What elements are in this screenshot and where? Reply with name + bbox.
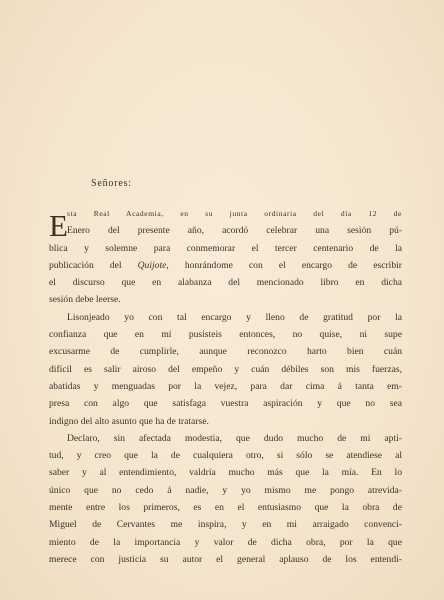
- text-line: indigno del alto asunto que ha de tratarse.: [49, 415, 209, 427]
- text-line: el discurso que en alabanza del mencionado libro en dicha: [49, 277, 402, 289]
- text-line: miento de la importancia y valor de dicha obra, por la que: [49, 536, 402, 548]
- text-line: saber y al entendimiento, valdría mucho más que la mía. En lo: [49, 467, 402, 479]
- text-line-suffix: , honrándome con el encargo de escribir: [166, 259, 402, 271]
- salutation: Señores:: [91, 178, 132, 189]
- text-line: confianza que en mí pusisteis entonces, no quise, ni supe: [49, 329, 402, 341]
- text-line: Declaro, sin afectada modestia, que dudo mucho de mi apti-: [67, 432, 402, 444]
- drop-cap: E: [49, 208, 68, 243]
- text-line-content: sta Real Academia, en su junta ordinaria del día 12 de: [67, 209, 402, 218]
- text-line: difícil es salir airoso del empeño y cuán débiles son mis fuerzas,: [49, 363, 402, 375]
- text-line: presa con algo que satisfaga vuestra aspiración y que no sea: [49, 398, 402, 410]
- text-line-prefix: publicación del: [49, 259, 138, 271]
- text-line: blica y solemne para conmemorar el tercer centenario de la: [49, 242, 402, 254]
- paragraph-2: [49, 309, 402, 430]
- text-line: excusarme de cumplirle, aunque reconozco harto bien cuán: [49, 346, 402, 358]
- text-line: Miguel de Cervantes me inspira, y en mi arraigado convenci-: [49, 519, 402, 531]
- text-line: merece con justicia su autor el general aplauso de los entendi-: [49, 553, 402, 565]
- text-line: [49, 205, 402, 222]
- text-line: mente entre los primeros, es en el entusiasmo que la obra de: [49, 502, 402, 514]
- book-title: Quijote: [137, 259, 167, 271]
- text-line: [49, 257, 402, 274]
- paragraph-3: [49, 430, 402, 568]
- text-line: único que no cedo á nadie, y yo mismo me pongo atrevida-: [49, 484, 402, 496]
- paragraph-1: [49, 205, 402, 309]
- body-text: [49, 205, 402, 568]
- text-line: abatidas y menguadas por la vejez, para dar cima á tanta em-: [49, 380, 402, 392]
- text-line: sesión debe leerse.: [49, 294, 121, 306]
- text-line: tud, y creo que la de cualquiera otro, si sólo se atendiese al: [49, 450, 402, 462]
- text-line: Enero del presente año, acordó celebrar una sesión pú-: [67, 225, 402, 237]
- text-line: Lisonjeado yo con tal encargo y lleno de gratitud por la: [67, 311, 402, 323]
